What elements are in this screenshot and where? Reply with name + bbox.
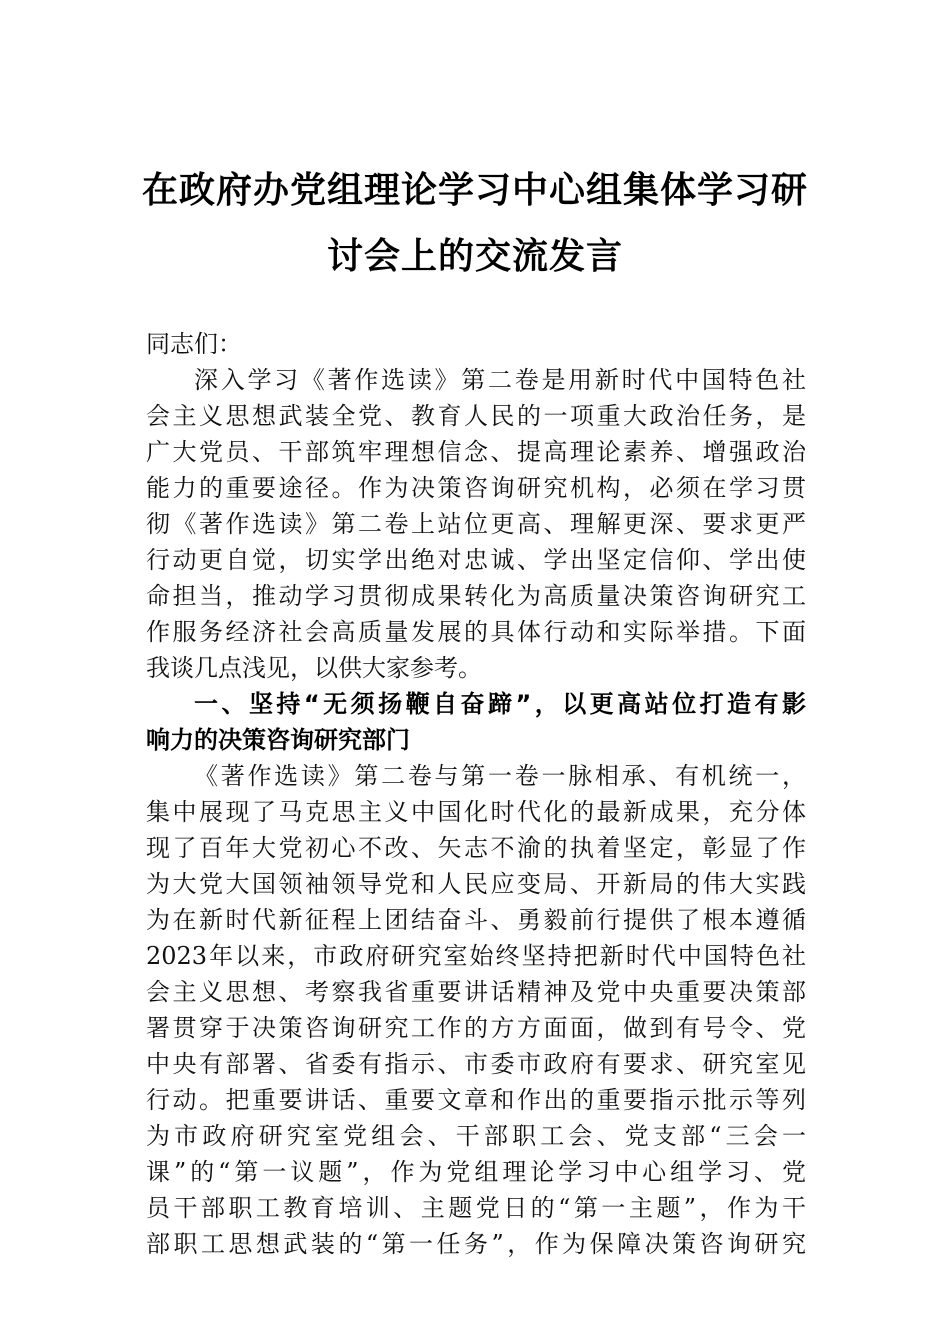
- document-title-line-1: 在政府办党组理论学习中心组集体学习研: [141, 169, 808, 211]
- intro-paragraph-line: 命担当，推动学习贯彻成果转化为高质量决策咨询研究工: [146, 582, 806, 610]
- section-paragraph-line: 集中展现了马克思主义中国化时代化的最新成果，充分体: [146, 798, 806, 826]
- section-paragraph-line: 2023年以来，市政府研究室始终坚持把新时代中国特色社: [146, 942, 806, 970]
- intro-paragraph-line: 深入学习《著作选读》第二卷是用新时代中国特色社: [194, 366, 806, 394]
- document-title-line-2: 讨会上的交流发言: [326, 235, 623, 277]
- section-paragraph-line: 《著作选读》第二卷与第一卷一脉相承、有机统一，: [194, 762, 806, 790]
- section-paragraph-line: 部职工思想武装的“第一任务”，作为保障决策咨询研究: [146, 1230, 806, 1258]
- intro-paragraph-line: 彻《著作选读》第二卷上站位更高、理解更深、要求更严: [146, 510, 806, 538]
- section-heading-line: 一、坚持“无须扬鞭自奋蹄”，以更高站位打造有影: [194, 690, 806, 718]
- section-paragraph-line: 中央有部署、省委有指示、市委市政府有要求、研究室见: [146, 1050, 806, 1078]
- section-paragraph-line: 为市政府研究室党组会、干部职工会、党支部“三会一: [146, 1122, 806, 1150]
- section-paragraph-line: 为大党大国领袖领导党和人民应变局、开新局的伟大实践: [146, 870, 806, 898]
- document-body: [146, 326, 806, 1262]
- section-paragraph-line: 行动。把重要讲话、重要文章和作出的重要指示批示等列: [146, 1086, 806, 1114]
- section-paragraph-line: 课”的“第一议题”，作为党组理论学习中心组学习、党: [146, 1158, 806, 1186]
- section-paragraph-line: 为在新时代新征程上团结奋斗、勇毅前行提供了根本遵循: [146, 906, 806, 934]
- intro-paragraph-line: 会主义思想武装全党、教育人民的一项重大政治任务，是: [146, 402, 806, 430]
- section-paragraph-line: 署贯穿于决策咨询研究工作的方方面面，做到有号令、党: [146, 1014, 806, 1042]
- greeting: 同志们：: [146, 330, 242, 358]
- section-paragraph-line: 会主义思想、考察我省重要讲话精神及党中央重要决策部: [146, 978, 806, 1006]
- section-paragraph-line: 员干部职工教育培训、主题党日的“第一主题”，作为干: [146, 1194, 806, 1222]
- intro-paragraph-line: 作服务经济社会高质量发展的具体行动和实际举措。下面: [146, 618, 806, 646]
- intro-paragraph-line: 能力的重要途径。作为决策咨询研究机构，必须在学习贯: [146, 474, 806, 502]
- intro-paragraph-line: 广大党员、干部筑牢理想信念、提高理论素养、增强政治: [146, 438, 806, 466]
- section-heading-line: 响力的决策咨询研究部门: [146, 726, 410, 754]
- intro-paragraph-line: 我谈几点浅见，以供大家参考。: [146, 654, 482, 682]
- section-paragraph-line: 现了百年大党初心不改、矢志不渝的执着坚定，彰显了作: [146, 834, 806, 862]
- intro-paragraph-line: 行动更自觉，切实学出绝对忠诚、学出坚定信仰、学出使: [146, 546, 806, 574]
